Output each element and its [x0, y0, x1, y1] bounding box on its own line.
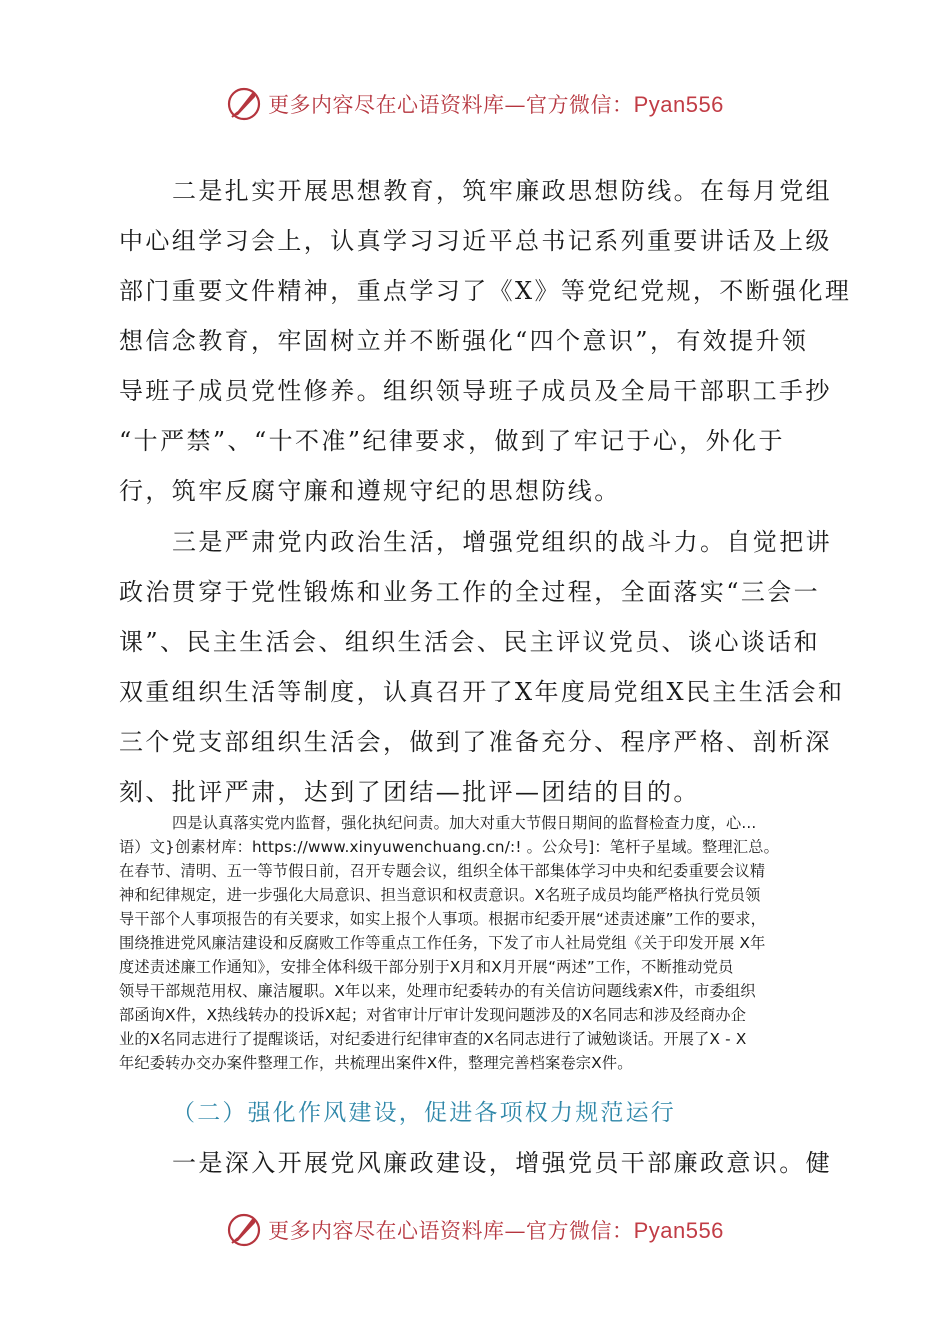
text-line: 三是严肃党内政治生活，增强党组织的战斗力。自觉把讲: [172, 528, 832, 556]
text-line: 三个党支部组织生活会，做到了准备充分、程序严格、剖析深: [119, 728, 832, 756]
banner-label: 更多内容尽在心语资料库—官方微信：: [268, 1219, 634, 1243]
text-line: 领导干部规范用权、廉洁履职。X年以来，处理市纪委转办的有关信访问题线索X件，市委组织: [119, 982, 756, 1000]
banner-brand: Pyan556: [633, 92, 724, 117]
text-line: 导干部个人事项报告的有关要求，如实上报个人事项。根据市纪委开展“述责述廉”工作的要求，: [119, 910, 767, 928]
text-line: 行，筑牢反腐守廉和遵规守纪的思想防线。: [119, 477, 621, 505]
text-line: 业的X名同志进行了提醒谈话，对纪委进行纪律审查的X名同志进行了诫勉谈话。开展了X - X: [119, 1030, 747, 1048]
text-line: 导班子成员党性修养。组织领导班子成员及全局干部职工手抄: [119, 377, 832, 405]
banner-brand: Pyan556: [633, 1218, 724, 1243]
text-line: 部门重要文件精神，重点学习了《X》等党纪党规，不断强化理: [119, 277, 852, 305]
text-line: 二是扎实开展思想教育，筑牢廉政思想防线。在每月党组: [172, 177, 832, 205]
header-watermark-banner: [0, 82, 950, 126]
quill-pen-icon: [226, 1212, 262, 1248]
text-line: 中心组学习会上，认真学习习近平总书记系列重要讲话及上级: [119, 227, 832, 255]
text-line: 度述责述廉工作通知》，安排全体科级干部分别于X月和X月开展“两述”工作，不断推动党员: [119, 958, 734, 976]
section-heading: （二）强化作风建设，促进各项权力规范运行: [172, 1100, 676, 1126]
text-line: 一是深入开展党风廉政建设，增强党员干部廉政意识。健: [172, 1149, 832, 1177]
quill-pen-icon: [226, 86, 262, 122]
footer-watermark-banner: [0, 1208, 950, 1252]
text-line: 围绕推进党风廉洁建设和反腐败工作等重点工作任务，下发了市人社局党组《关于印发开展 X年: [119, 934, 766, 952]
banner-text: [268, 1215, 724, 1245]
text-line: 想信念教育，牢固树立并不断强化“四个意识”，有效提升领: [119, 327, 809, 355]
text-line: 双重组织生活等制度，认真召开了X年度局党组X民主生活会和: [119, 678, 845, 706]
text-line: 政治贯穿于党性锻炼和业务工作的全过程，全面落实“三会一: [119, 578, 821, 606]
banner-text: [268, 89, 724, 119]
text-line: 在春节、清明、五一等节假日前，召开专题会议，组织全体干部集体学习中央和纪委重要会议精: [119, 862, 766, 880]
text-line: “十严禁”、“十不准”纪律要求，做到了牢记于心，外化于: [119, 427, 785, 455]
text-line: 四是认真落实党内监督，强化执纪问责。加大对重大节假日期间的监督检查力度，心...: [172, 814, 757, 832]
text-line: 神和纪律规定，进一步强化大局意识、担当意识和权责意识。X名班子成员均能严格执行党员领: [119, 886, 761, 904]
text-line: 语）文}创素材库：https://www.xinyuwenchuang.cn/:! 。公众号]：笔杆子星域。整理汇总。: [119, 838, 779, 856]
banner-label: 更多内容尽在心语资料库—官方微信：: [268, 93, 634, 117]
text-line: 部函询X件，X热线转办的投诉X起；对省审计厅审计发现问题涉及的X名同志和涉及经商办企: [119, 1006, 747, 1024]
text-line: 课”、民主生活会、组织生活会、民主评议党员、谈心谈话和: [119, 628, 821, 656]
text-line: 年纪委转办交办案件整理工作，共梳理出案件X件，整理完善档案卷宗X件。: [119, 1054, 633, 1072]
text-line: 刻、批评严肃，达到了团结—批评—团结的目的。: [119, 778, 700, 806]
